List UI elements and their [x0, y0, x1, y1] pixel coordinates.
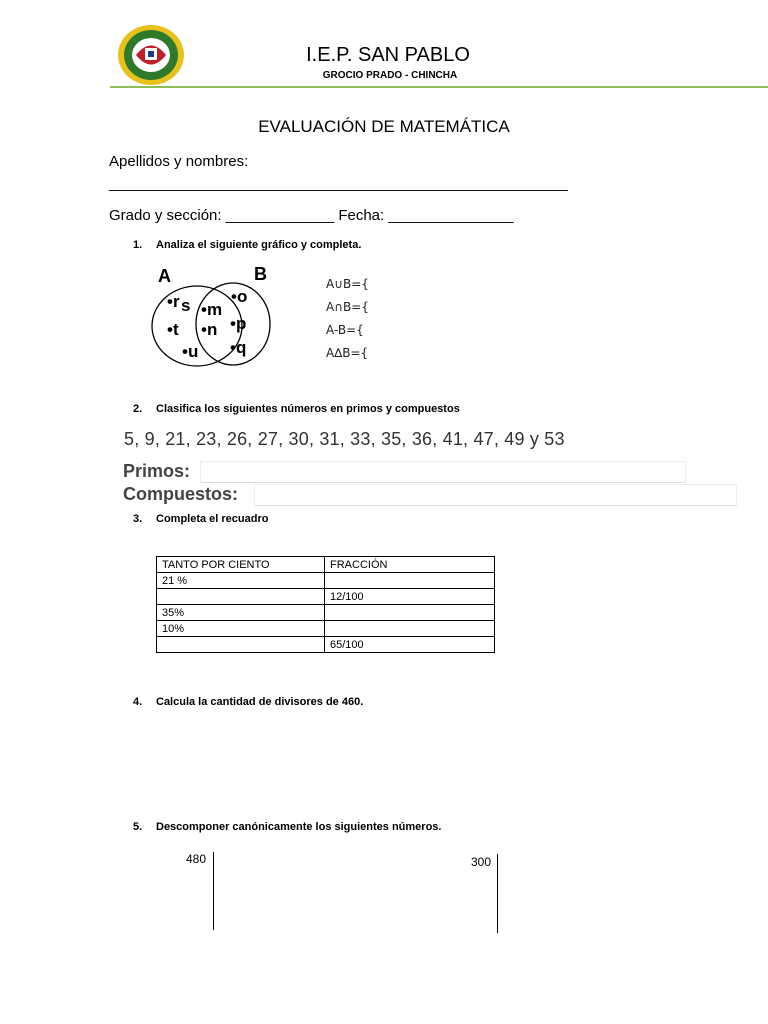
school-location: GROCIO PRADO - CHINCHA — [322, 70, 458, 81]
decompose-number-right: 300 — [471, 855, 492, 869]
exam-title: EVALUACIÓN DE MATEMÁTICA — [258, 117, 510, 136]
set-operation-difference: A-B={ — [326, 323, 364, 337]
grade-date-line: Grado y sección: _____________ Fecha: _______________ — [109, 207, 514, 224]
question-text: Descomponer canónicamente los siguientes números. — [156, 821, 442, 833]
table-row — [157, 573, 495, 589]
venn-element: •r — [167, 292, 180, 311]
table-cell[interactable] — [157, 589, 325, 605]
question-number: 1. — [133, 239, 143, 251]
set-a-label: A — [158, 266, 171, 286]
column-header: TANTO POR CIENTO — [157, 557, 325, 573]
division-line-right — [497, 854, 498, 933]
venn-element: •m — [201, 300, 223, 319]
venn-element: •t — [167, 320, 179, 339]
table-cell[interactable] — [325, 621, 495, 637]
venn-diagram — [150, 266, 280, 370]
table-header-row — [157, 557, 495, 573]
table-row — [157, 621, 495, 637]
number-list: 5, 9, 21, 23, 26, 27, 30, 31, 33, 35, 36, 41, 47, 49 y 53 — [124, 429, 565, 449]
set-b-label: B — [254, 264, 267, 284]
table-cell[interactable] — [325, 573, 495, 589]
table-cell[interactable]: 21 % — [157, 573, 325, 589]
primes-answer-field[interactable] — [200, 461, 686, 483]
primes-label: Primos: — [123, 461, 191, 481]
table-row — [157, 589, 495, 605]
question-4 — [133, 696, 363, 708]
venn-element: •o — [231, 287, 248, 306]
venn-element: s — [181, 296, 191, 315]
name-line: _______________________________________________________ — [109, 175, 568, 192]
venn-element: •q — [230, 338, 247, 357]
venn-element: •u — [182, 342, 199, 361]
table-cell[interactable]: 12/100 — [325, 589, 495, 605]
question-1 — [133, 239, 361, 251]
composites-answer-field[interactable] — [254, 484, 737, 506]
set-operation-union: A∪B={ — [326, 277, 369, 291]
set-operation-symmetric-difference: A∆B={ — [326, 346, 369, 360]
table-cell[interactable]: 35% — [157, 605, 325, 621]
decompose-number-left: 480 — [186, 852, 207, 866]
composites-label: Compuestos: — [123, 484, 239, 504]
table-cell[interactable] — [325, 605, 495, 621]
division-line-left — [213, 852, 214, 930]
table-cell[interactable]: 10% — [157, 621, 325, 637]
table-row — [157, 605, 495, 621]
question-text: Completa el recuadro — [156, 513, 269, 525]
question-text: Clasifica los siguientes números en primos y compuestos — [156, 403, 460, 415]
question-number: 5. — [133, 821, 143, 833]
school-name: I.E.P. SAN PABLO — [306, 44, 470, 66]
question-2 — [133, 403, 460, 415]
set-operation-intersection: A∩B={ — [326, 300, 369, 314]
header-divider — [110, 86, 768, 88]
name-label: Apellidos y nombres: — [109, 153, 249, 170]
question-5 — [133, 821, 441, 833]
question-number: 2. — [133, 403, 143, 415]
table-cell[interactable] — [157, 637, 325, 653]
question-number: 3. — [133, 513, 143, 525]
percent-fraction-table — [156, 556, 495, 653]
question-text: Calcula la cantidad de divisores de 460. — [156, 696, 364, 708]
table-cell[interactable]: 65/100 — [325, 637, 495, 653]
question-number: 4. — [133, 696, 143, 708]
table-row — [157, 637, 495, 653]
venn-element: •n — [201, 320, 218, 339]
question-3 — [133, 513, 268, 525]
question-text: Analiza el siguiente gráfico y completa. — [156, 239, 362, 251]
column-header: FRACCIÓN — [325, 557, 495, 573]
venn-element: •p — [230, 314, 247, 333]
